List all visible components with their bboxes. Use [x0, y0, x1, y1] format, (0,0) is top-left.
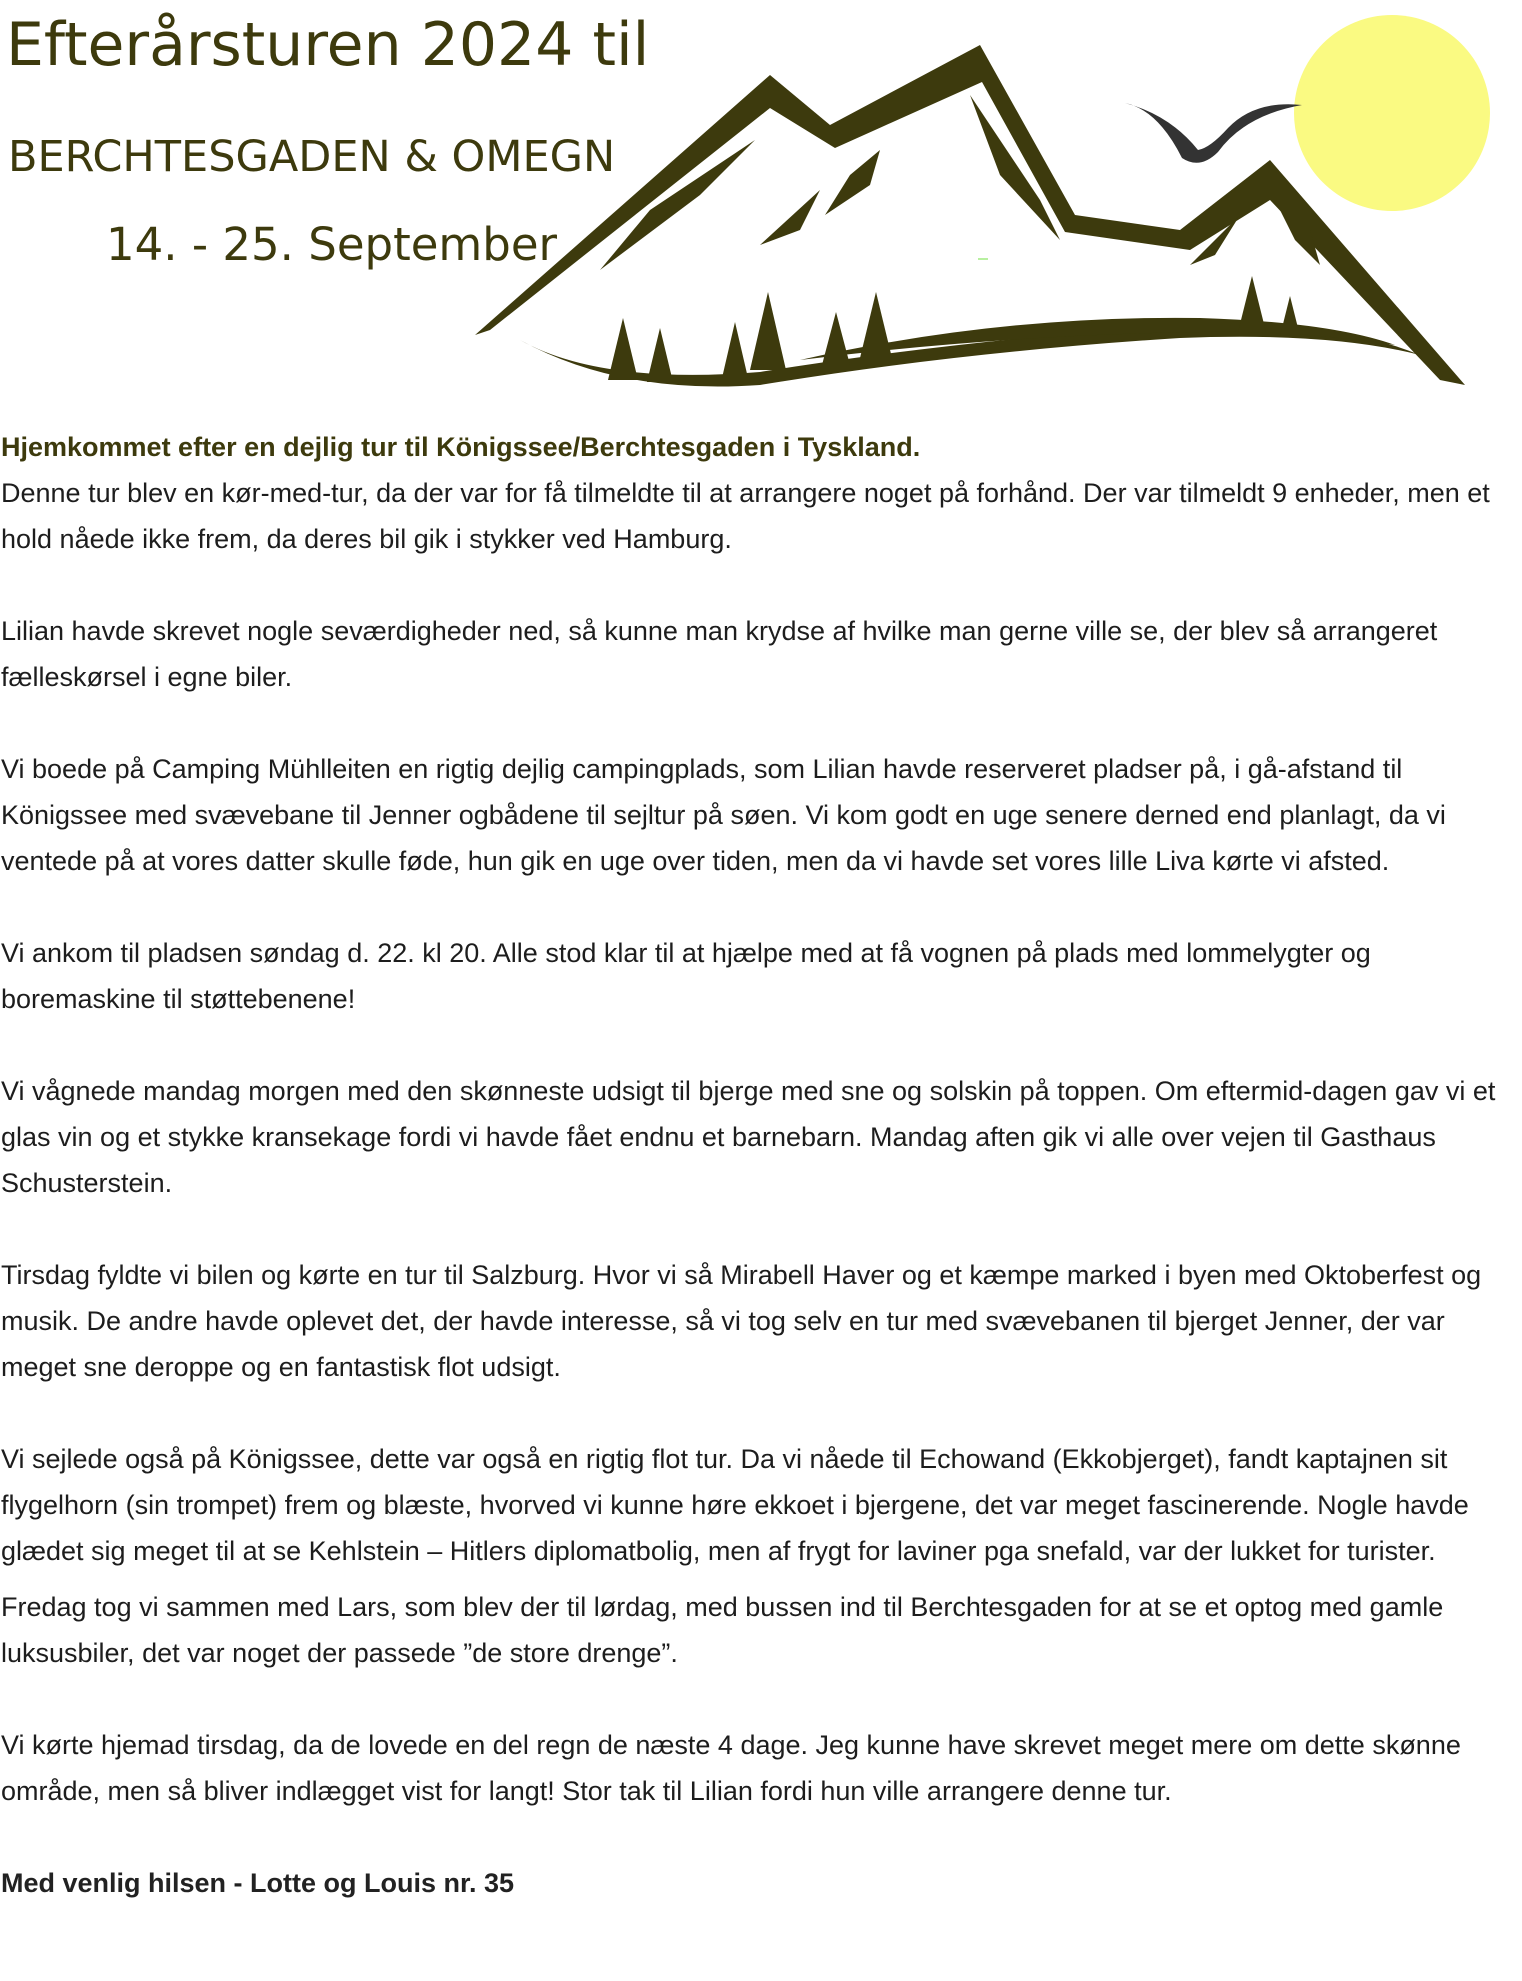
paragraph: Vi sejlede også på Königssee, dette var også en rigtig flot tur. Da vi nåede til Echowand (Ekkobjerget), fandt kaptajnen sit flygelhorn (sin trompet) frem og blæste, hvorved vi kunne høre ekkoet i bjergene, det var meget fascinerende. Nogle havde glædet sig meget til at se Kehlstein – Hitlers diplomatbolig, men af frygt for laviner pga snefald, var der lukket for turister.: [1, 1444, 1469, 1566]
header-banner: [0, 0, 1522, 400]
paragraph: Denne tur blev en kør-med-tur, da der var for få tilmeldte til at arrangere noget på forhånd. Der var tilmeldt 9 enheder, men et hold nåede ikke frem, da deres bil gik i stykker ved Hamburg.: [1, 478, 1490, 554]
article-body: [1, 424, 1519, 1906]
paragraph: Tirsdag fyldte vi bilen og kørte en tur til Salzburg. Hvor vi så Mirabell Haver og et kæmpe marked i byen med Oktoberfest og musik. De andre havde oplevet det, der havde interesse, så vi tog selv en tur med svævebanen til bjerget Jenner, der var meget sne deroppe og en fantastisk flot udsigt.: [1, 1260, 1482, 1382]
bird-icon: [1125, 103, 1302, 163]
trip-dates: 14. - 25. September: [106, 218, 558, 271]
sun-icon: [1294, 15, 1490, 211]
signature: Med venlig hilsen - Lotte og Louis nr. 35: [1, 1868, 515, 1898]
page-subtitle: BERCHTESGADEN & OMEGN: [8, 132, 616, 182]
paragraph: Vi kørte hjemad tirsdag, da de lovede en del regn de næste 4 dage. Jeg kunne have skrevet meget mere om dette skønne område, men så bliver indlægget vist for langt! Stor tak til Lilian fordi hun ville arrangere denne tur.: [1, 1730, 1461, 1806]
paragraph: Lilian havde skrevet nogle seværdigheder ned, så kunne man krydse af hvilke man gerne ville se, der blev så arrangeret fælleskørsel i egne biler.: [1, 616, 1438, 692]
paragraph: Vi boede på Camping Mühlleiten en rigtig dejlig campingplads, som Lilian havde reserveret pladser på, i gå-afstand til Königssee med svævebane til Jenner ogbådene til sejltur på søen. Vi kom godt en uge senere derned end planlagt, da vi ventede på at vores datter skulle føde, hun gik en uge over tiden, men da vi havde set vores lille Liva kørte vi afsted.: [1, 754, 1446, 876]
paragraph: Vi vågnede mandag morgen med den skønneste udsigt til bjerge med sne og solskin på toppen. Om eftermid-dagen gav vi et glas vin og et stykke kransekage fordi vi havde fået endnu et barnebarn. Mandag aften gik vi alle over vejen til Gasthaus Schusterstein.: [1, 1076, 1496, 1198]
paragraph: Vi ankom til pladsen søndag d. 22. kl 20. Alle stod klar til at hjælpe med at få vognen på plads med lommelygter og boremaskine til støttebenene!: [1, 938, 1371, 1014]
page-title: Efterårsturen 2024 til: [6, 10, 650, 80]
article-headline: Hjemkommet efter en dejlig tur til Königssee/Berchtesgaden i Tyskland.: [1, 432, 921, 462]
paragraph: Fredag tog vi sammen med Lars, som blev der til lørdag, med bussen ind til Berchtesgaden for at se et optog med gamle luksusbiler, det var noget der passede ”de store drenge”.: [1, 1592, 1444, 1668]
